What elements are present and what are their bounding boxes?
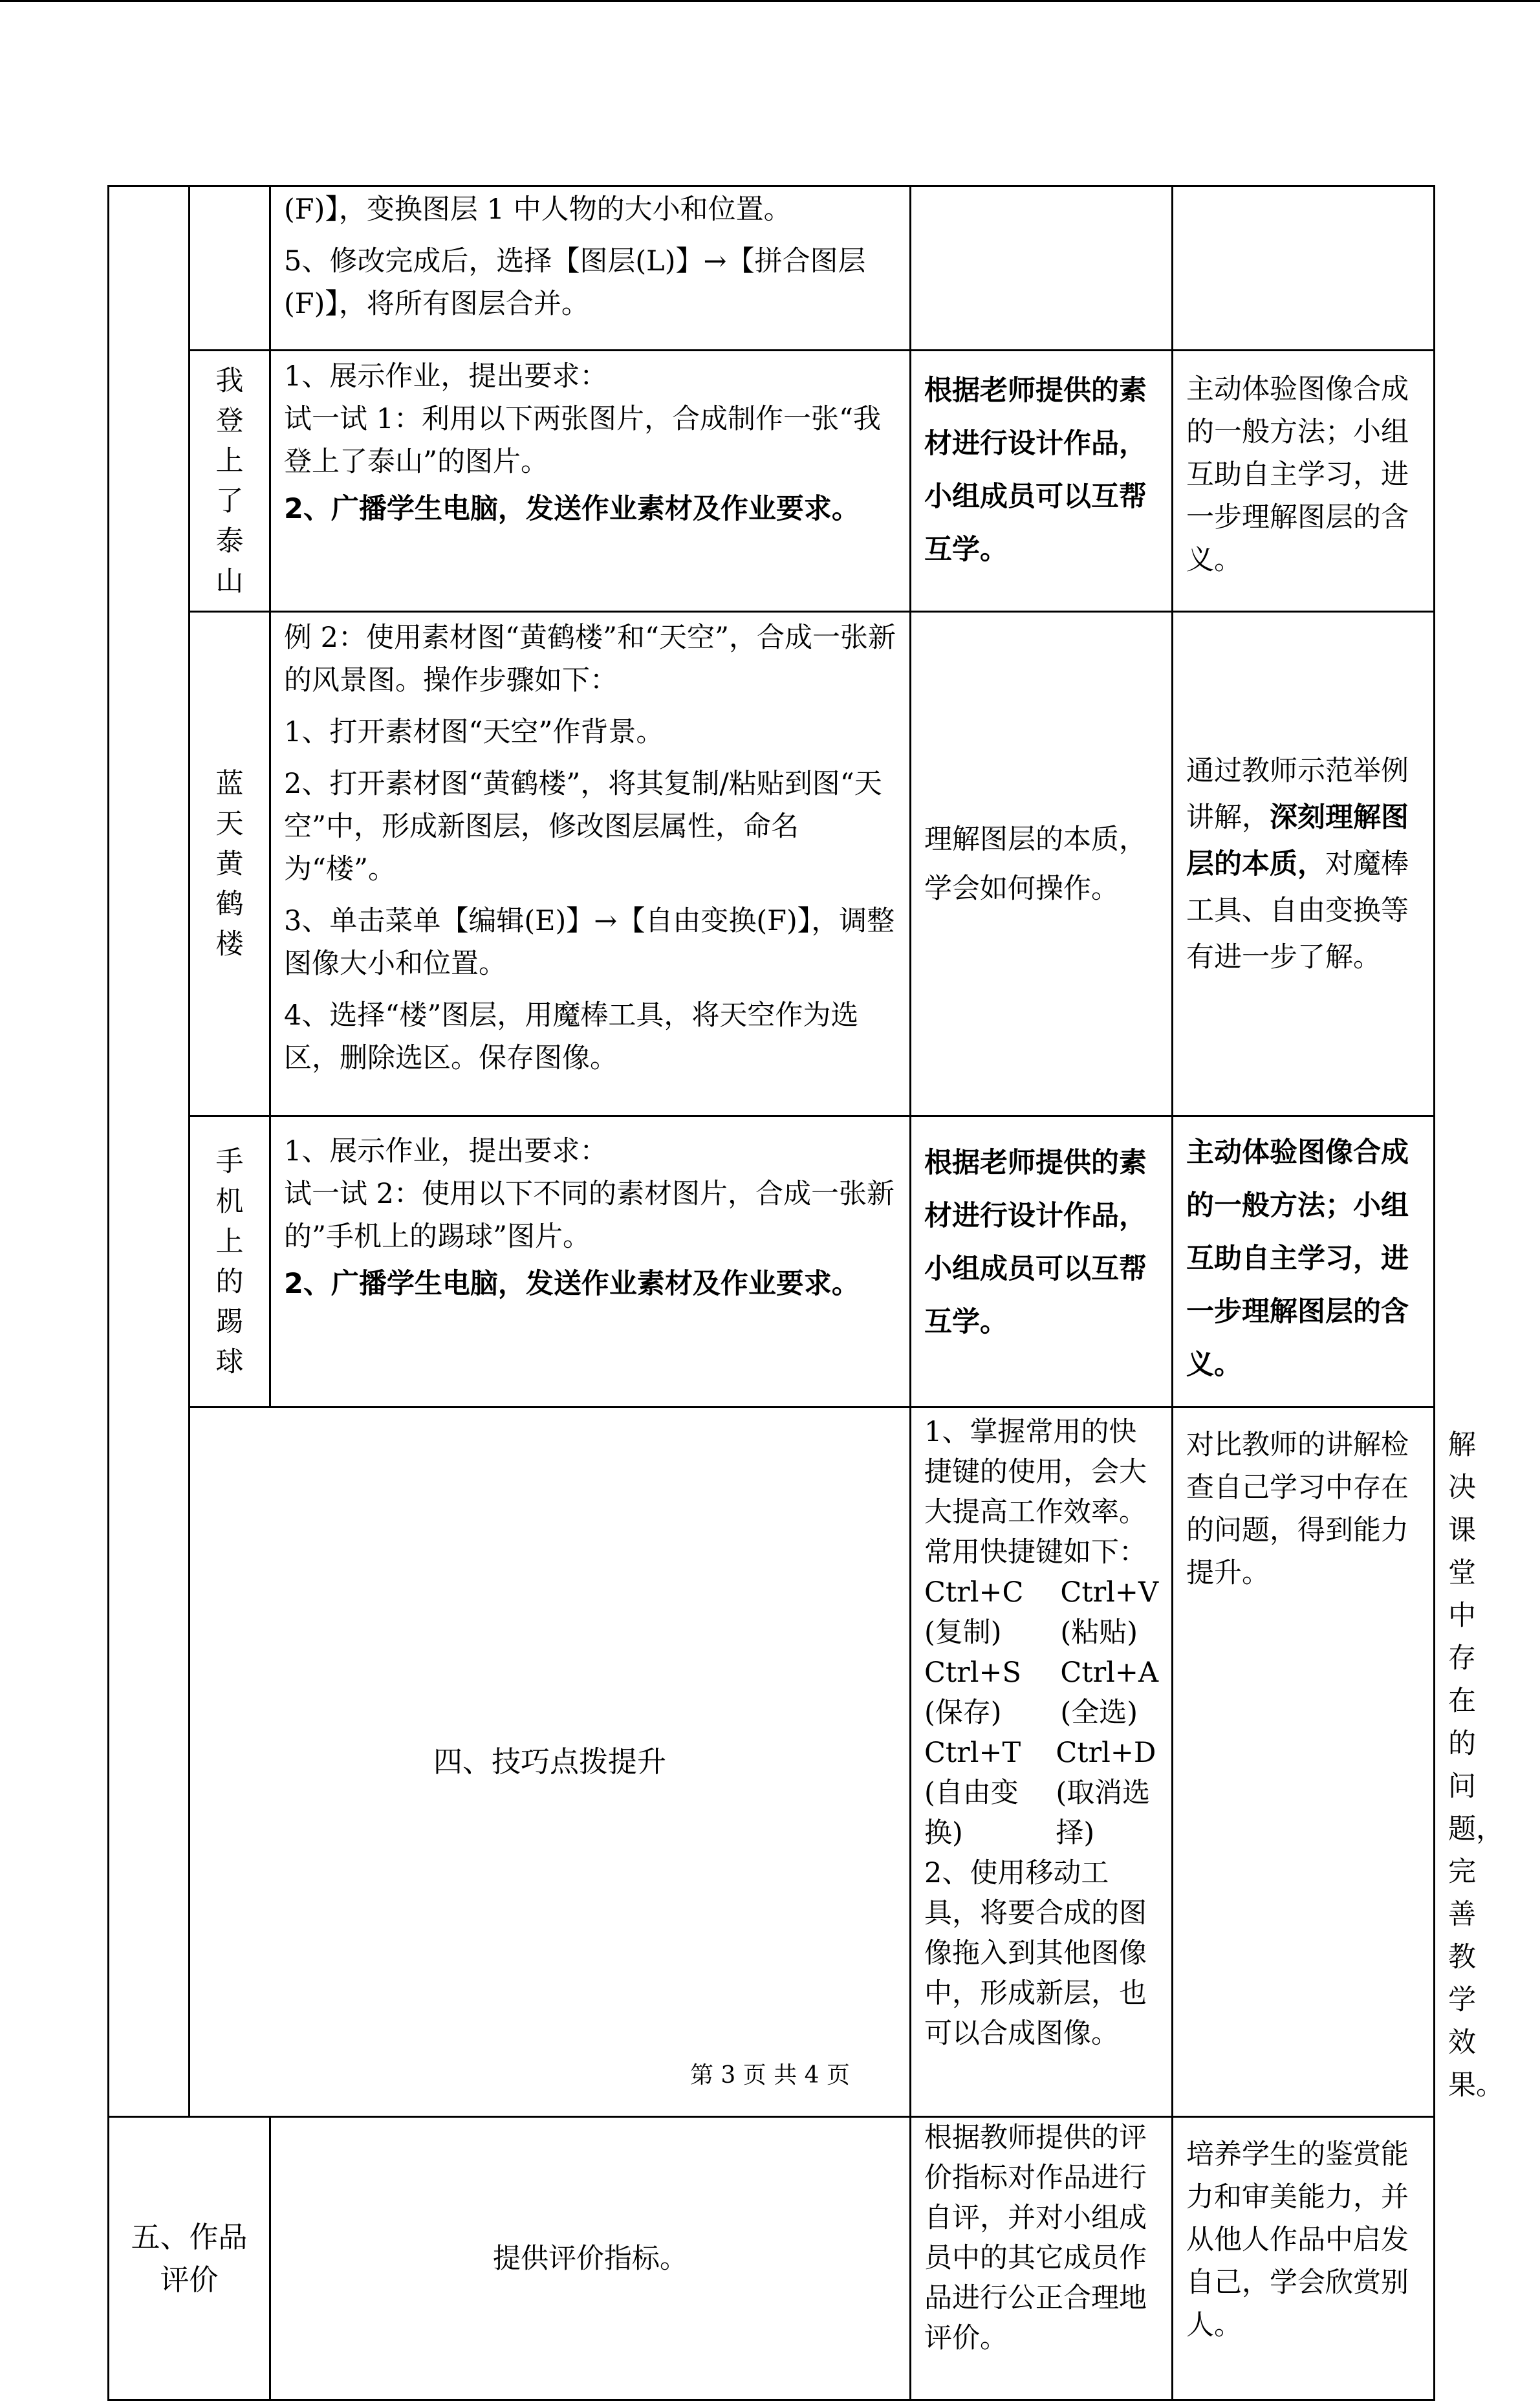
topic-cell <box>190 612 270 1116</box>
student-activity-cell <box>911 186 1173 351</box>
section-cell <box>109 2117 270 2400</box>
step-text: 试一试 1：利用以下两张图片，合成制作一张“我登上了泰山”的图片。 <box>284 403 882 478</box>
table-row <box>109 2117 1435 2400</box>
student-activity-text: 根据老师提供的素材进行设计作品，小组成员可以互帮互学。 <box>924 1147 1147 1338</box>
topic-label: 蓝天黄鹤楼 <box>215 767 244 961</box>
student-activity-text: 根据教师提供的评价指标对作品进行自评，并对小组成员中的其它成员作品进行公正合理地评价。 <box>924 2122 1147 2354</box>
student-activity-text: 根据老师提供的素材进行设计作品，小组成员可以互帮互学。 <box>924 375 1147 566</box>
teacher-activity-cell <box>270 612 911 1116</box>
design-intent-text: 主动体验图像合成的一般方法；小组互助自主学习，进一步理解图层的含义。 <box>1186 1136 1409 1381</box>
step-text: 3、单击菜单【编辑(E)】→【自由变换(F)】，调整图像大小和位置。 <box>284 905 895 980</box>
teacher-activity-text: 提供评价指标。 <box>493 2242 688 2275</box>
step-text: 例 2：使用素材图“黄鹤楼”和“天空”，合成一张新的风景图。操作步骤如下： <box>284 622 896 697</box>
teacher-activity-cell <box>270 2117 911 2400</box>
page-footer: 第 3 页 共 4 页 <box>689 2062 851 2089</box>
step-text: 4、选择“楼”图层，用魔棒工具，将天空作为选区，删除选区。保存图像。 <box>284 999 859 1074</box>
design-intent-text: 培养学生的鉴赏能力和审美能力，并从他人作品中启发自己，学会欣赏别人。 <box>1186 2138 1409 2341</box>
table-row <box>109 1116 1435 1407</box>
shortcut-item: Ctrl+S (保存) <box>924 1657 1021 1729</box>
step-text: 1、展示作业，提出要求： <box>284 1135 608 1168</box>
student-activity-cell <box>1173 1407 1435 2117</box>
teacher-activity-cell <box>270 186 911 351</box>
section-label: 四、技巧点拨提升 <box>433 1744 666 1779</box>
section-cell <box>190 1407 911 2117</box>
student-activity-text: 对比教师的讲解检查自己学习中存在的问题，得到能力提升。 <box>1186 1429 1409 1589</box>
design-intent-cell <box>1173 612 1435 1116</box>
step-text: 1、打开素材图“天空”作背景。 <box>284 716 664 748</box>
student-activity-cell <box>911 351 1173 612</box>
step-text: 1、展示作业，提出要求： <box>284 360 608 393</box>
teacher-activity-cell <box>270 351 911 612</box>
design-intent-cell <box>1173 186 1435 351</box>
design-intent-cell <box>1173 1116 1435 1407</box>
table-row <box>109 612 1435 1116</box>
shortcut-item: Ctrl+T (自由变换) <box>924 1737 1021 1849</box>
section-cell-empty <box>109 186 190 2117</box>
step-text: 2、打开素材图“黄鹤楼”，将其复制/粘贴到图“天空”中，形成新图层，修改图层属性，命名为“楼”。 <box>284 768 882 885</box>
topic-label: 我登上了泰山 <box>215 364 244 598</box>
topic-cell <box>190 1116 270 1407</box>
student-activity-cell <box>911 2117 1173 2400</box>
teacher-activity-cell <box>911 1407 1173 2117</box>
page-top-rule <box>0 0 1540 2</box>
step-text: (F)】，变换图层 1 中人物的大小和位置。 <box>284 193 792 226</box>
student-activity-cell <box>911 612 1173 1116</box>
design-intent-text: 对魔棒工具、自由变换等有进一步了解。 <box>1186 847 1409 973</box>
shortcut-row <box>924 1653 1158 1733</box>
shortcut-row <box>924 1733 1158 1853</box>
design-intent-cell <box>1173 2117 1435 2400</box>
topic-label: 手机上的踢球 <box>215 1145 244 1378</box>
section-label: 五、作品评价 <box>131 2219 248 2297</box>
design-intent-cell <box>1173 351 1435 612</box>
student-activity-text: 理解图层的本质，学会如何操作。 <box>924 823 1147 905</box>
shortcut-item: Ctrl+C (复制) <box>924 1576 1024 1649</box>
step-text: 1、掌握常用的快捷键的使用，会大大提高工作效率。常用快捷键如下： <box>924 1416 1147 1569</box>
step-text-bold: 2、广播学生电脑，发送作业素材及作业要求。 <box>284 1268 860 1300</box>
design-intent-text: 解决课堂中存在的问题，完善教学效果。 <box>1448 1429 1504 2102</box>
design-intent-text: 通过教师示范举例讲解， <box>1186 754 1409 834</box>
step-text: 5、修改完成后，选择【图层(L)】→【拼合图层(F)】，将所有图层合并。 <box>284 245 866 320</box>
topic-cell-empty <box>190 186 270 351</box>
teacher-activity-cell <box>270 1116 911 1407</box>
topic-cell <box>190 351 270 612</box>
shortcut-item: Ctrl+A (全选) <box>1060 1657 1158 1729</box>
step-text: 2、使用移动工具，将要合成的图像拖入到其他图像中，形成新层，也可以合成图像。 <box>924 1857 1147 2050</box>
table-row <box>109 1407 1435 2117</box>
shortcut-row <box>924 1572 1158 1653</box>
shortcut-item: Ctrl+D (取消选择) <box>1056 1737 1156 1849</box>
shortcut-item: Ctrl+V (粘贴) <box>1060 1576 1158 1649</box>
design-intent-text: 主动体验图像合成的一般方法；小组互助自主学习，进一步理解图层的含义。 <box>1186 373 1409 576</box>
design-intent-emphasis: 深刻理解图层的本质， <box>1186 801 1409 880</box>
student-activity-cell <box>911 1116 1173 1407</box>
step-text-bold: 2、广播学生电脑，发送作业素材及作业要求。 <box>284 493 860 525</box>
step-text: 试一试 2：使用以下不同的素材图片，合成一张新的”手机上的踢球”图片。 <box>284 1178 895 1253</box>
table-row <box>109 351 1435 612</box>
table-row <box>109 186 1435 351</box>
